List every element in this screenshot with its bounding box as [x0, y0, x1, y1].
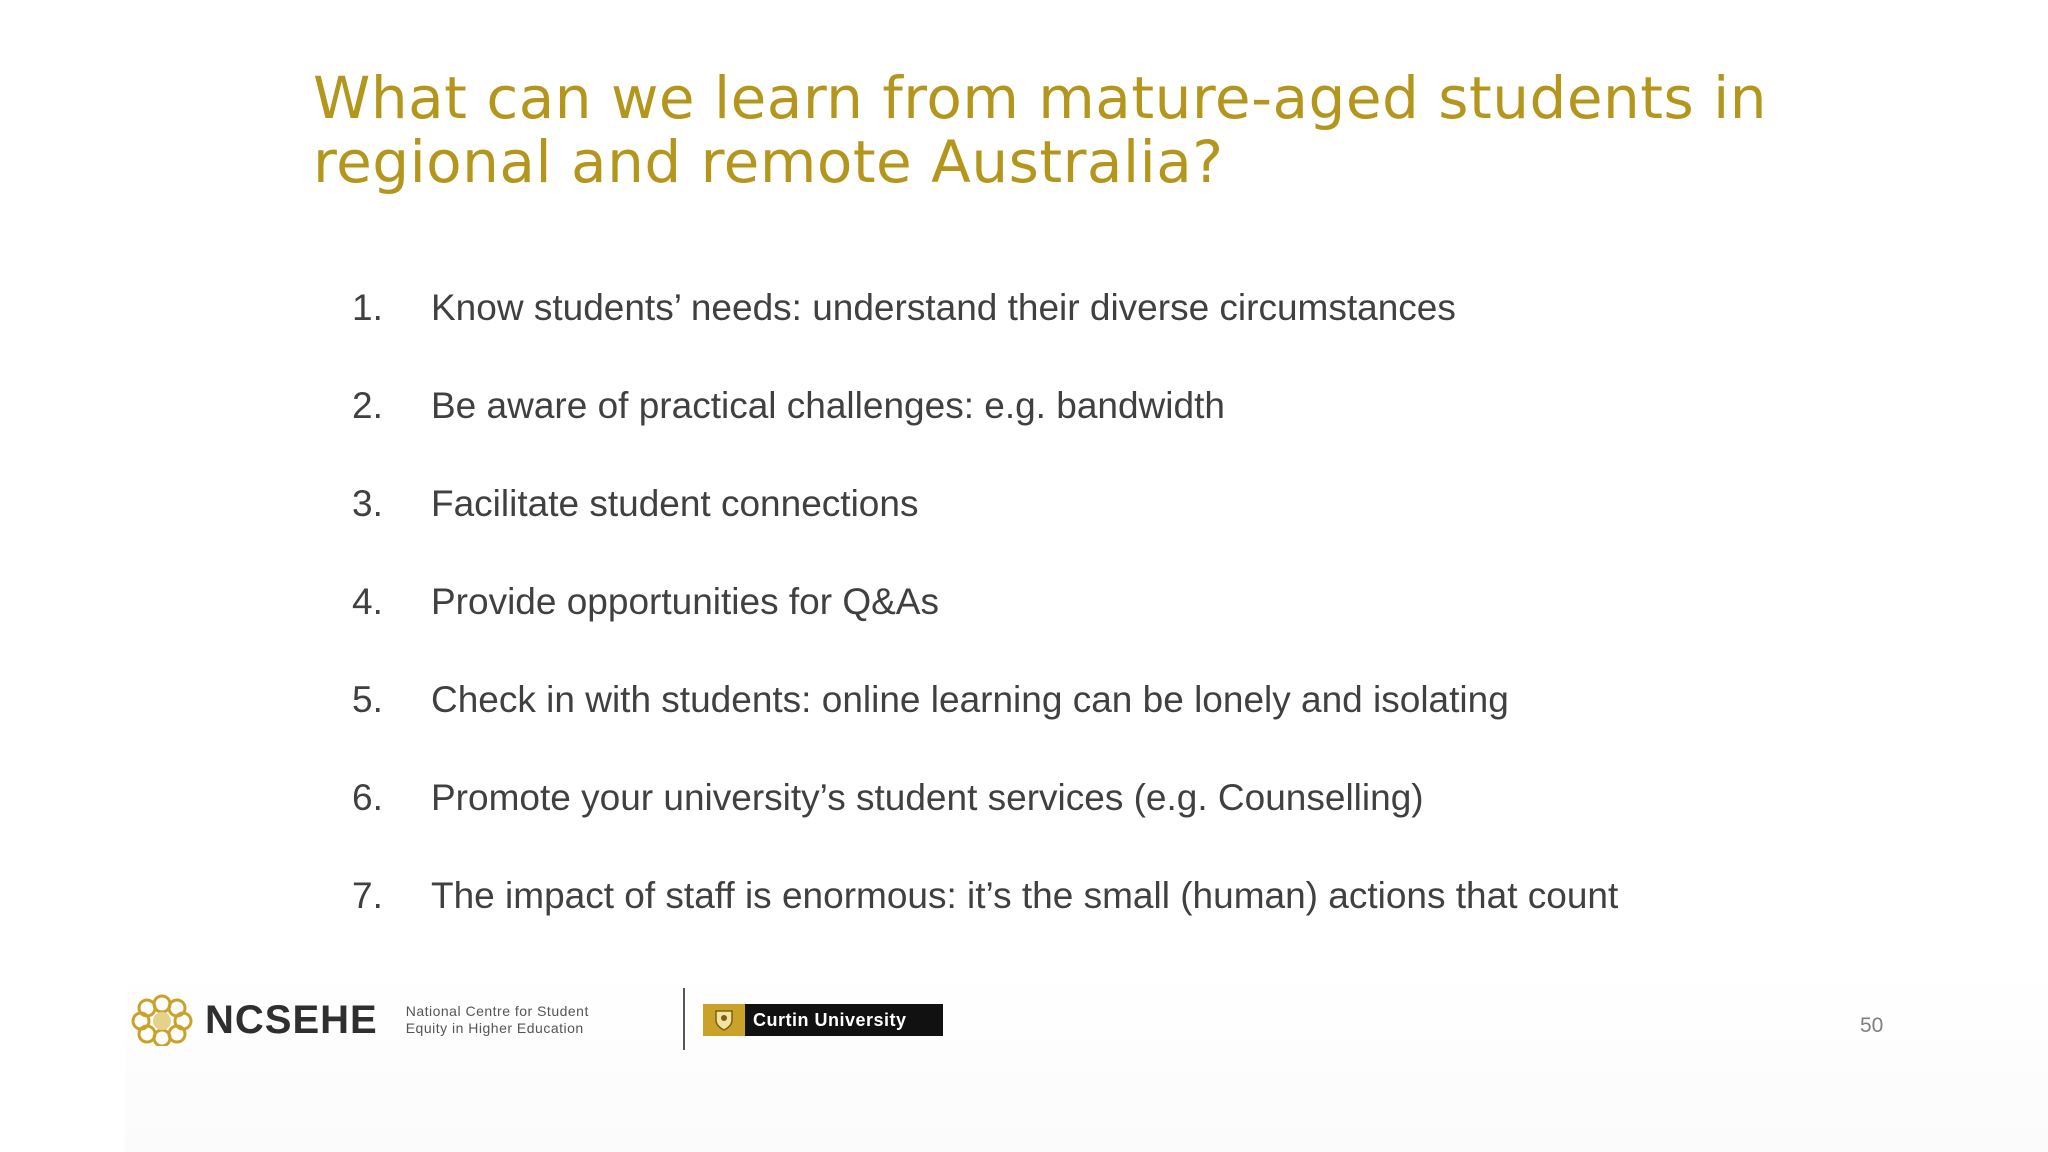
- list-item-number: 5.: [352, 679, 383, 720]
- logo-divider: [683, 988, 685, 1050]
- list-item-text: Facilitate student connections: [431, 483, 919, 524]
- curtin-wordmark: Curtin University: [753, 1009, 907, 1030]
- list-item-text: Provide opportunities for Q&As: [431, 581, 939, 622]
- list-item: [352, 868, 1618, 966]
- ncsehe-subtitle: [406, 1003, 589, 1037]
- slide-title-line-2: regional and remote Australia?: [313, 128, 1224, 196]
- ncsehe-subtitle-line-2: Equity in Higher Education: [405, 1020, 584, 1036]
- list-item: [352, 770, 1618, 868]
- ncsehe-logo: [131, 990, 589, 1050]
- curtin-crest-icon: [703, 1004, 745, 1036]
- list-item: [352, 476, 1618, 574]
- page-number: 50: [1860, 1014, 1884, 1037]
- list-item: [352, 672, 1618, 770]
- list-item-number: 1.: [352, 287, 383, 328]
- list-item-number: 2.: [352, 385, 383, 426]
- list-item-number: 6.: [352, 777, 383, 818]
- list-item: [352, 280, 1618, 378]
- ncsehe-wordmark: NCSEHE: [205, 997, 378, 1042]
- list-item-text: Know students’ needs: understand their diverse circumstances: [431, 287, 1456, 328]
- list-item-number: 3.: [352, 483, 383, 524]
- list-item-text: Be aware of practical challenges: e.g. bandwidth: [431, 385, 1225, 426]
- list-item-number: 7.: [352, 875, 383, 916]
- list-item-number: 4.: [352, 581, 383, 622]
- numbered-list: [352, 280, 1618, 966]
- curtin-logo: [703, 1004, 943, 1036]
- slide-title-line-1: What can we learn from mature-aged students in: [313, 64, 1768, 132]
- list-item-text: The impact of staff is enormous: it’s the small (human) actions that count: [431, 875, 1619, 916]
- ncsehe-emblem-icon: [131, 994, 193, 1046]
- list-item: [352, 574, 1618, 672]
- list-item-text: Check in with students: online learning can be lonely and isolating: [431, 679, 1509, 720]
- list-item-text: Promote your university’s student services (e.g. Counselling): [431, 777, 1424, 818]
- slide-title: [313, 66, 1813, 194]
- ncsehe-subtitle-line-1: National Centre for Student: [405, 1003, 589, 1019]
- list-item: [352, 378, 1618, 476]
